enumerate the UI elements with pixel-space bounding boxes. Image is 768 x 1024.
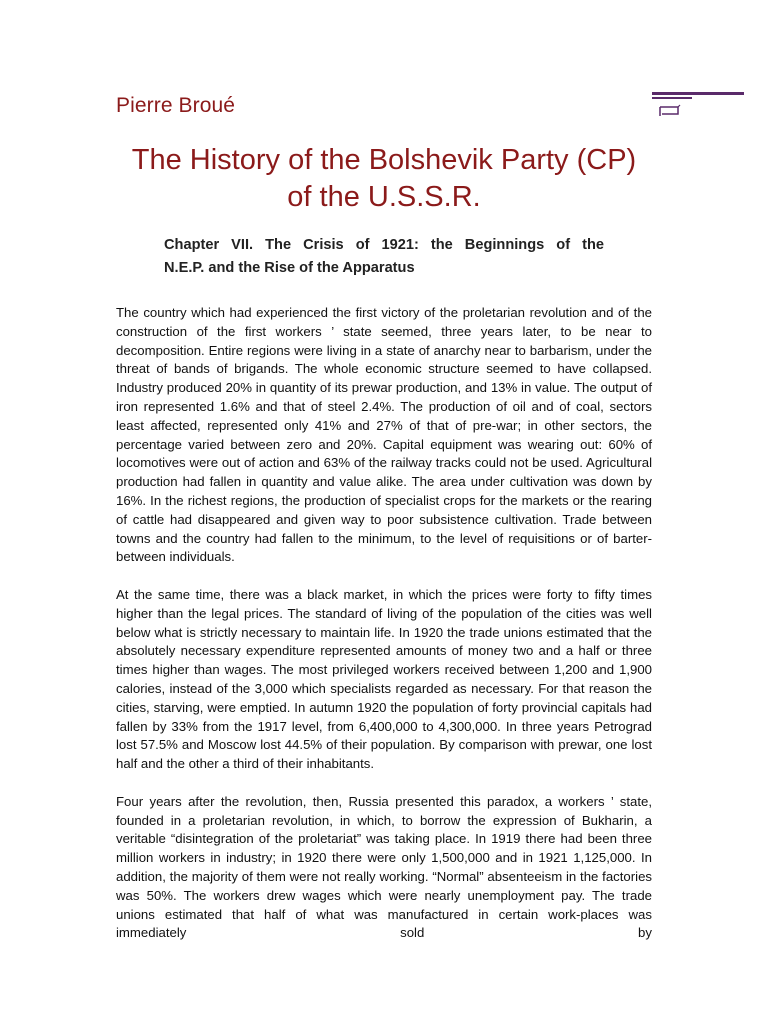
paragraph: The country which had experienced the first victory of the proletarian revolution and of the construction of the first workers ’ state seemed, three years later, to be near to decomposition. Entire regions were living in a state of anarchy near to barbarism, under the threat of bands of brigands. The whole economic structure seemed to have collapsed. Industry produced 20% in quantity of its prewar production, and 13% in value. The output of iron represented 1.6% and that of steel 2.4%. The production of oil and of coal, sectors least affected, represented only 41% and 27% of that of pre-war; in other sectors, the percentage varied between zero and 20%. Capital equipment was wearing out: 60% of locomotives were out of action and 63% of the railway tracks could not be used. Agricultural production had fallen in quantity and value alike. The area under cultivation was down by 16%. In the richest regions, the production of specialist crops for the markets or the rearing of cattle had disappeared and given way to poor subsistence cultivation. Trade between towns and the country had fallen to the minimum, to the level of requisitions or of barter-between individuals. xyxy=(116,305,652,565)
corner-rule xyxy=(652,92,744,95)
paragraph: At the same time, there was a black market, in which the prices were forty to fifty times higher than the legal prices. The standard of living of the population of the cities was well below what is strictly necessary to maintain life. In 1920 the trade unions estimated that the absolutely necessary expenditure represented amounts of money two and a half or three times higher than wages. The most privileged workers received between 1,200 and 1,900 calories, instead of the 3,000 which specialists regarded as necessary. For that reason the cities, starving, were emptied. In autumn 1920 the population of forty provincial capitals had fallen by 33% from the 1917 level, from 6,400,000 to 4,300,000. In three years Petrograd lost 57.5% and Moscow lost 44.5% of their population. By comparison with prewar, one lost half and the other a third of their inhabitants. xyxy=(116,586,652,772)
chapter-line: Chapter VII. The Crisis of 1921: the Beginnings of the xyxy=(164,237,604,253)
corner-rule-short xyxy=(652,97,692,99)
author-name: Pierre Broué xyxy=(116,94,236,117)
bookmark-flag-icon xyxy=(658,104,682,118)
title-line: of the U.S.S.R. xyxy=(287,181,481,213)
document-title xyxy=(100,142,668,216)
corner-decoration xyxy=(652,92,744,122)
title-line: The History of the Bolshevik Party (CP) xyxy=(131,144,637,176)
paragraph: Four years after the revolution, then, Russia presented this paradox, a workers ’ state, founded in a proletarian revolution, in which, to borrow the expression of Bukharin, a veritable “disintegration of the proletariat” was taking place. In 1919 there had been three million workers in industry; in 1920 there were only 1,500,000 and in 1921 1,125,000. In addition, the majority of them were not really working. “Normal” absenteeism in the factories was 50%. The workers drew wages which were nearly unemployment pay. The trade unions estimated that half of what was manufactured in certain work-places was immediately sold by xyxy=(116,793,652,941)
chapter-heading xyxy=(164,234,604,280)
chapter-line: N.E.P. and the Rise of the Apparatus xyxy=(164,260,415,276)
body-text xyxy=(116,304,652,962)
